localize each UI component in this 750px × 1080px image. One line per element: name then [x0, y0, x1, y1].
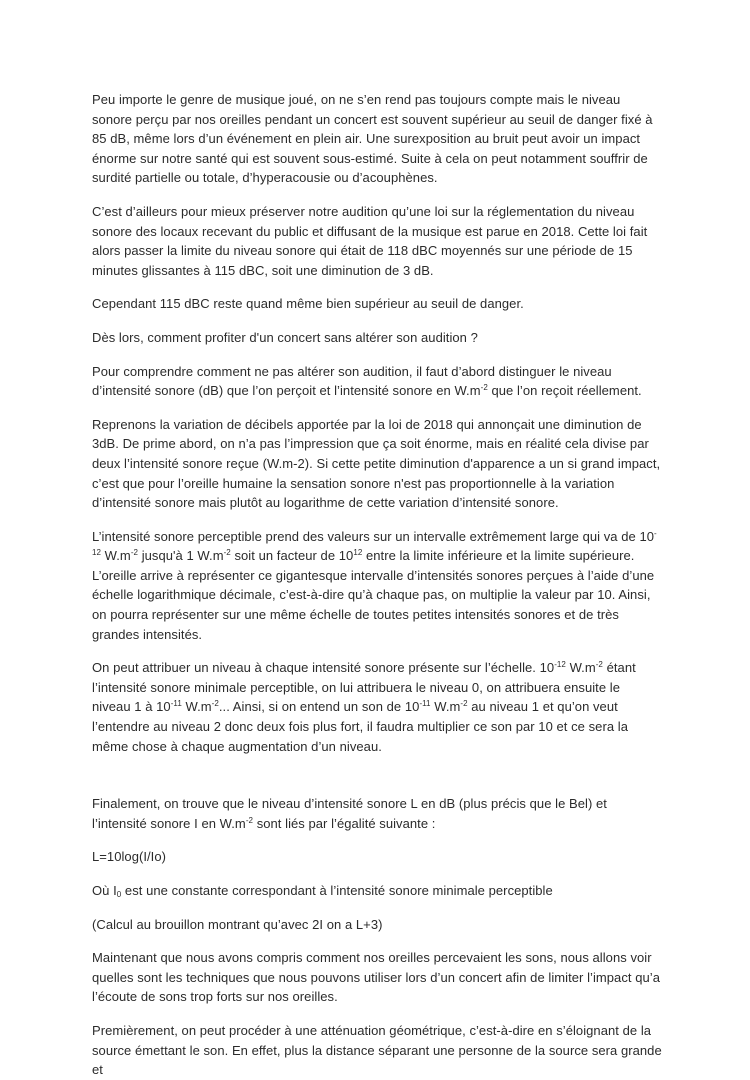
formula: L=10log(I/Io)	[92, 849, 167, 865]
paragraph-log-scale: L’intensité sonore perceptible prend des valeurs sur un intervalle extrêmement large qui va de $10^{-12}$ $W.m^{-2}$ jusqu'à 1 $W.m^{-2}$ soit un facteur de $10^{12}$ entre la limite inférieure et la limite supérieure. L’oreille arrive à représenter ce gigantesque intervalle d’intensités sonores perçues à l’aide d’une échelle logarithmique décimale, c’est-à-dire qu’à chaque pas, on multiplie la valeur par 10. Ainsi, on pourra représenter sur une même échelle de toutes petites intensités sonores et de très grandes intensités.	[92, 528, 657, 642]
paragraph-constant: Où $I_0$ est une constante correspondant à l’intensité sonore minimale perceptible	[92, 883, 553, 899]
spacer	[92, 770, 662, 794]
paragraph-question: Dès lors, comment profiter d'un concert sans altérer son audition ?	[92, 329, 478, 345]
paragraph-law-2018: C’est d’ailleurs pour mieux préserver notre audition qu’une loi sur la réglementation du niveau sonore des locaux recevant du public et diffusant de la musique est parue en 2018. Cette loi fait alors passer la limite du niveau sonore qui était de 118 dBC moyennés sur une période de 15 minutes glissantes à 115 dBC, soit une diminution de 3 dB.	[92, 203, 648, 278]
paragraph-3db-variation: Reprenons la variation de décibels apportée par la loi de 2018 qui annonçait une diminution de 3dB. De prime abord, on n’a pas l’impression que ça soit énorme, mais en réalité cela divise par deux l’intensité sonore reçue (W.m-2). Si cette petite diminution d'apparence a un si grand impact, c’est que pour l’oreille humaine la sensation sonore n'est pas proportionnelle à la variation d’intensité sonore mais plutôt au logarithme de cette variation d’intensité sonore.	[92, 416, 661, 511]
paragraph-distinction: Pour comprendre comment ne pas altérer son audition, il faut d’abord distinguer le niveau d’intensité sonore (dB) que l’on perçoit et l’intensité sonore en $W.m^{-2}$ que l’on reçoit réellement.	[92, 363, 642, 399]
paragraph-techniques: Maintenant que nous avons compris comment nos oreilles percevaient les sons, nous allons voir quelles sont les techniques que nous pouvons utiliser lors d’un concert afin de limiter l’impact qu’a l’écoute de sons trop forts sur nos oreilles.	[92, 950, 660, 1005]
paragraph-calculation-note: (Calcul au brouillon montrant qu’avec 2I on a L+3)	[92, 916, 383, 932]
paragraph-intro: Peu importe le genre de musique joué, on ne s’en rend pas toujours compte mais le niveau sonore perçu par nos oreilles pendant un concert est souvent supérieur au seuil de danger fixé à 85 dB, même lors d’un événement en plein air. Une surexposition au bruit peut avoir un impact énorme sur notre santé qui est souvent sous-estimé. Suite à cela on peut notamment souffrir de surdité partielle ou totale, d’hyperacousie ou d’acouphènes.	[92, 92, 653, 186]
paragraph-formula-intro: Finalement, on trouve que le niveau d’intensité sonore L en dB (plus précis que le Bel) et l’intensité sonore I en $W.m^{-2}$ sont liés par l’égalité suivante :	[92, 796, 607, 831]
paragraph-geometric-attenuation: Premièrement, on peut procéder à une atténuation géométrique, c’est-à-dire en s’éloignant de la source émettant le son. En effet, plus la distance séparant une personne de la source sera grande et	[92, 1022, 662, 1078]
paragraph-danger-threshold: Cependant 115 dBC reste quand même bien supérieur au seuil de danger.	[92, 296, 524, 312]
paragraph-levels: On peut attribuer un niveau à chaque intensité sonore présente sur l’échelle. $10^{-12}$ $W.m^{-2}$ étant l’intensité sonore minimale perceptible, on lui attribuera le niveau 0, on attribuera ensuite le niveau 1 à $10^{-11}$ $W.m^{-2}$... Ainsi, si on entend un son de $10^{-11}$ $W.m^{-2}$ au niveau 1 et qu’on veut l’entendre au niveau 2 donc deux fois plus fort, il faudra multiplier ce son par 10 et ce sera la même chose à chaque augmentation d’un niveau.	[92, 660, 636, 754]
